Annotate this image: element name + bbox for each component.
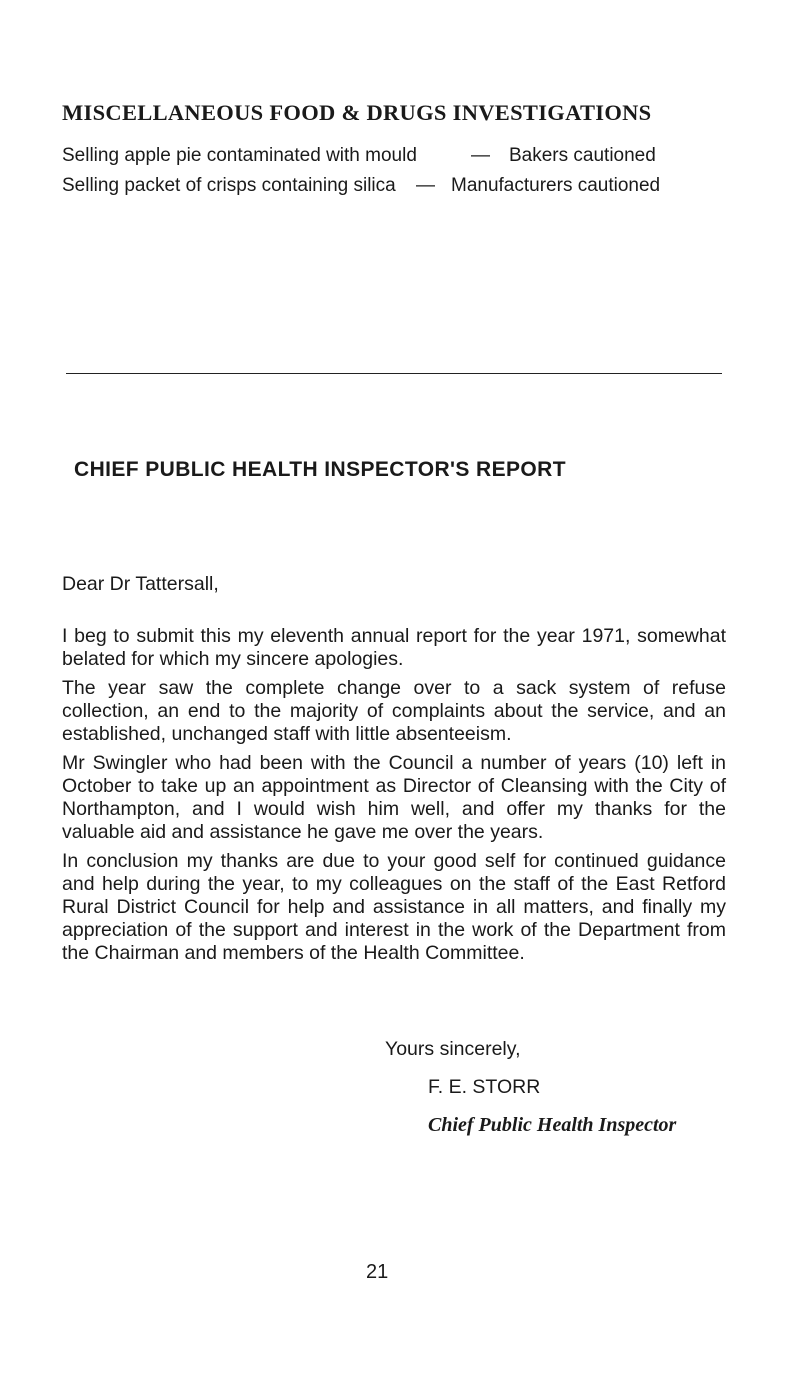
report-body: [62, 625, 726, 971]
investigation-dash: —: [416, 175, 435, 196]
report-paragraph: The year saw the complete change over to a sack system of refuse collection, an end to the majority of complaints about the service, and an established, unchanged staff with little absenteeism.: [62, 677, 726, 745]
salutation: Dear Dr Tattersall,: [62, 573, 219, 595]
report-title: CHIEF PUBLIC HEALTH INSPECTOR'S REPORT: [74, 458, 566, 481]
report-paragraph: I beg to submit this my eleventh annual report for the year 1971, somewhat belated for which my sincere apologies.: [62, 625, 726, 670]
investigation-outcome: Bakers cautioned: [509, 145, 656, 166]
investigation-description: Selling apple pie contaminated with mould: [62, 145, 417, 166]
section-divider: [66, 373, 722, 374]
report-paragraph: Mr Swingler who had been with the Council a number of years (10) left in October to take up an appointment as Director of Cleansing with the City of Northampton, and I would wish him well, and offer my thanks for the valuable aid and assistance he gave me over the years.: [62, 752, 726, 843]
misc-investigations-heading: MISCELLANEOUS FOOD & DRUGS INVESTIGATIONS: [62, 100, 652, 125]
signatory-title: Chief Public Health Inspector: [428, 1114, 677, 1136]
report-paragraph: In conclusion my thanks are due to your good self for continued guidance and help during the year, to my colleagues on the staff of the East Retford Rural District Council for help and assistance in all matters, and finally my appreciation of the support and interest in the work of the Department from the Chairman and members of the Health Committee.: [62, 850, 726, 964]
investigation-description: Selling packet of crisps containing silica: [62, 175, 396, 196]
page-number: 21: [366, 1261, 389, 1283]
investigation-outcome: Manufacturers cautioned: [451, 175, 661, 196]
investigation-dash: —: [471, 145, 490, 166]
signatory-name: F. E. STORR: [428, 1076, 541, 1098]
letter-closing: Yours sincerely,: [385, 1038, 521, 1060]
